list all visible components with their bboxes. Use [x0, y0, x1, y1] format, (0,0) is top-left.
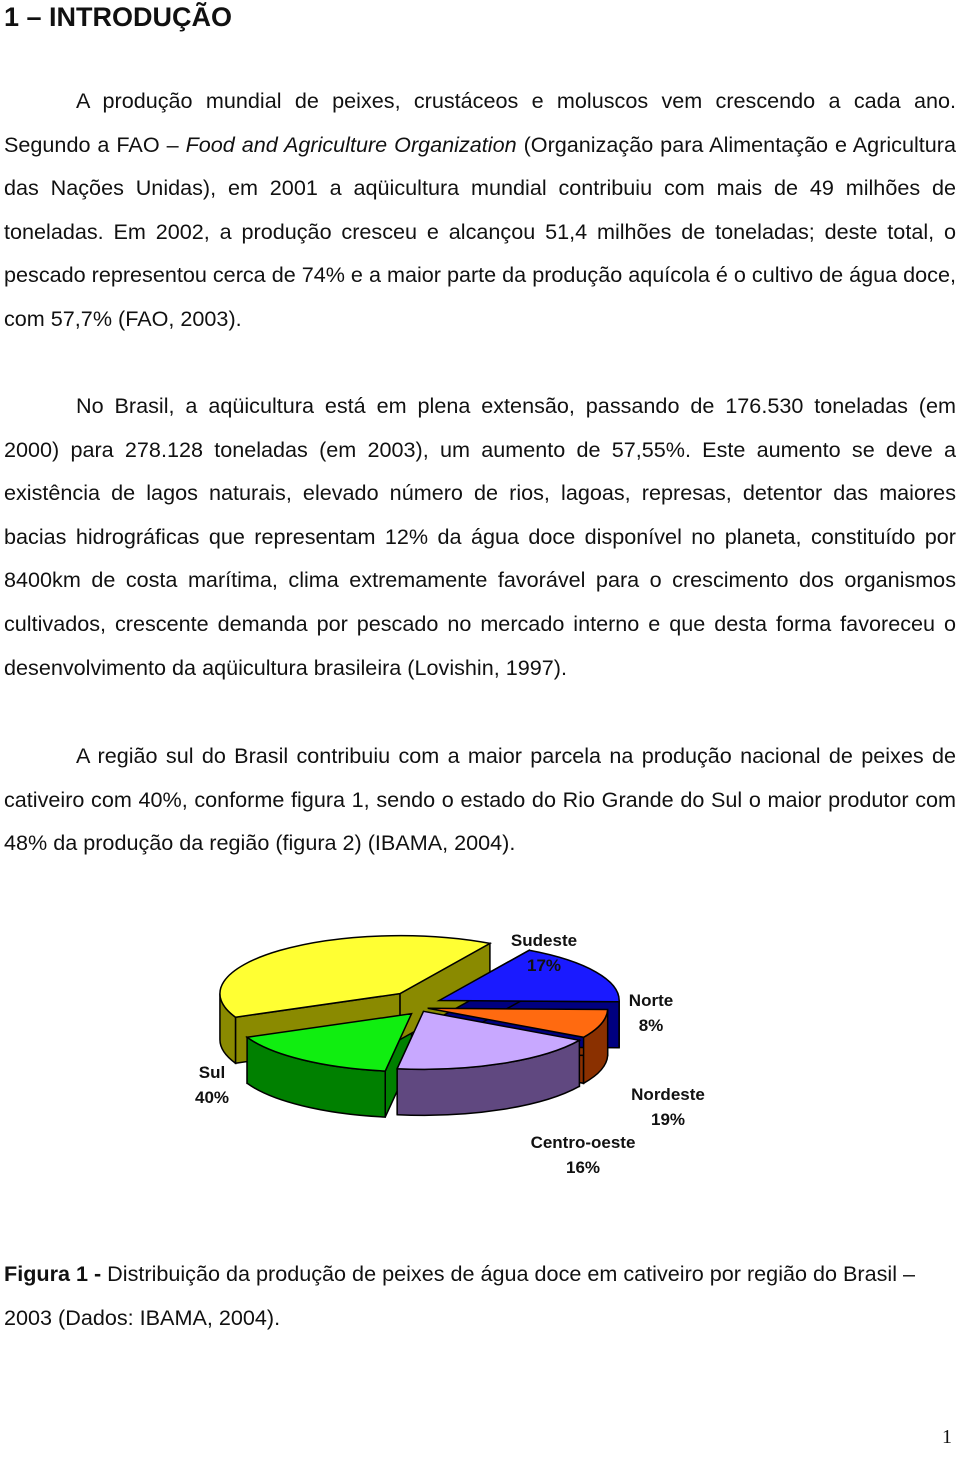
figure-caption [4, 1252, 956, 1339]
page-number: 1 [942, 1426, 952, 1448]
paragraph-1-italic: Food and Agriculture Organization [185, 131, 517, 157]
paragraph-1 [4, 79, 956, 341]
pie-label-nordeste: Nordeste [631, 1085, 705, 1104]
paragraph-2: No Brasil, a aqüicultura está em plena extensão, passando de 176.530 toneladas (em 2000) para 278.128 toneladas (em 2003), um aumento de 57,55%. Este aumento se deve a existência de lagos naturais, elevado número de rios, lagoas, represas, detentor das maiores bacias hidrográficas que representam 12% da água doce disponível no planeta, constituído por 8400km de costa marítima, clima extremamente favorável para o crescimento dos organismos cultivados, crescente demanda por pescado no mercado interno e que desta forma favoreceu o desenvolvimento da aqüicultura brasileira (Lovishin, 1997). [4, 393, 956, 680]
figure-caption-text: Distribuição da produção de peixes de água doce em cativeiro por região do Brasil – 2003 (Dados: IBAMA, 2004). [4, 1261, 916, 1330]
pie-value-nordeste: 19% [650, 1110, 686, 1129]
pie-chart [0, 915, 960, 1205]
pie-value-norte: 8% [638, 1016, 664, 1035]
pie-label-norte: Norte [628, 991, 674, 1010]
pie-label-centro-oeste: Centro-oeste [530, 1133, 636, 1152]
pie-value-centro-oeste: 16% [565, 1158, 601, 1177]
section-heading: 1 – INTRODUÇÃO [4, 2, 233, 32]
pie-value-sudeste: 17% [526, 956, 562, 975]
pie-value-sul: 40% [194, 1088, 230, 1107]
paragraph-1-text-a: A produção mundial de peixes, crustáceos e moluscos vem crescendo a cada ano. Segundo a FAO – [4, 88, 956, 157]
paragraph-3: A região sul do Brasil contribuiu com a maior parcela na produção nacional de peixes de cativeiro com 40%, conforme figura 1, sendo o estado do Rio Grande do Sul o maior produtor com 48% da produção da região (figura 2) (IBAMA, 2004). [4, 743, 956, 856]
figure-caption-label: Figura 1 - [4, 1261, 102, 1286]
paragraph-1-text-c: (Organização para Alimentação e Agricultura das Nações Unidas), em 2001 a aqüicultura mundial contribuiu com mais de 49 milhões de toneladas. Em 2002, a produção cresceu e alcançou 51,4 milhões de toneladas; deste total, o pescado representou cerca de 74% e a maior parte da produção aquícola é o cultivo de água doce, com 57,7% (FAO, 2003). [4, 131, 956, 331]
pie-label-sudeste: Sudeste [510, 931, 578, 950]
pie-label-sul: Sul [198, 1063, 226, 1082]
